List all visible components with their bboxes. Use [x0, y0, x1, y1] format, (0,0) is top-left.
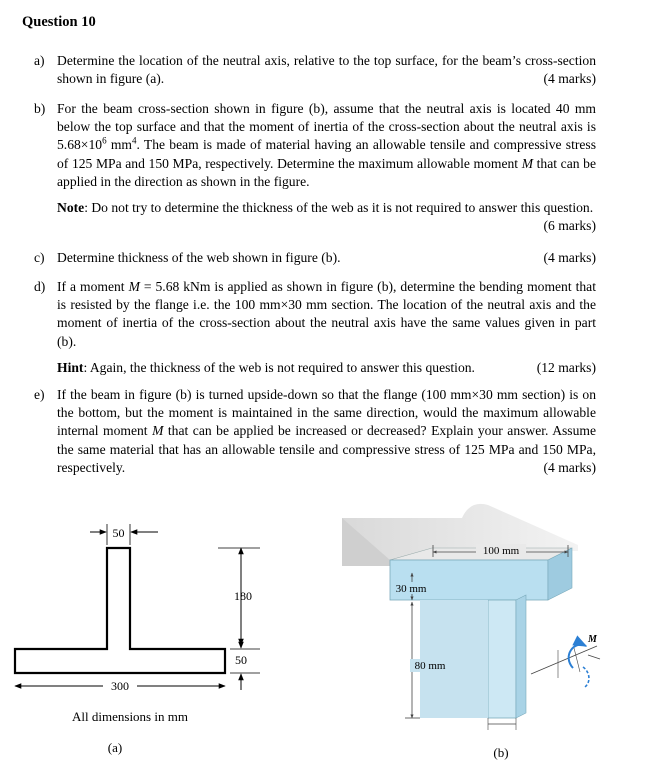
- dim-b-web: 80 mm: [414, 660, 446, 672]
- part-b-var: M: [521, 155, 534, 171]
- part-d-hint-label: Hint: [57, 359, 84, 375]
- caption-a: (a): [107, 740, 123, 755]
- part-d-text-2: = 5.68 kNm is applied as shown in figure (b), determine the bending moment that is resisted by the flange i.e. the 100 mm×30 mm section. The location of the neutral axis and the moment of inertia of the cross-section about the neutral axis have the same values given in part (b).: [57, 279, 596, 349]
- question-title: Question 10: [22, 14, 96, 30]
- part-b-text-3: . The beam is made of material having an allowable tensile and compressive stress of 125 MPa and 150 MPa, respectively. Determine the maximum allowable moment: [57, 137, 597, 171]
- part-e-label: e): [34, 387, 45, 402]
- part-e-text-1: If the beam in figure (b) is turned upside-down so that the flange (100 mm×30 mm section) is on the bottom, but the moment is maintained in the same direction, would the maximum allowable internal moment: [57, 387, 596, 439]
- dim-flange-label: 50: [235, 653, 247, 667]
- part-b-text-2: mm: [106, 137, 132, 153]
- part-b-marks: (6 marks): [543, 218, 596, 234]
- part-b-note-text: : Do not try to determine the thickness of the web as it is not required to answer this question.: [84, 200, 594, 216]
- part-b-note-label: Note: [57, 200, 85, 216]
- part-d-marks: (12 marks): [536, 359, 596, 375]
- part-b-text-1: For the beam cross-section shown in figure (b), assume that the neutral axis is located 40 mm below the top surface and that the moment of inertia of the cross-section about the neutral axis is 5.68×10: [57, 101, 596, 153]
- part-a-text: Determine the location of the neutral axis, relative to the top surface, for the beam’s cross-section shown in figure (a).: [57, 53, 596, 87]
- part-d-var: M: [128, 279, 140, 294]
- part-b-exp: 6: [102, 135, 107, 146]
- dim-b-flange: 30 mm: [395, 583, 427, 595]
- moment-arrow: [569, 645, 586, 668]
- dim-b-width: 100 mm: [482, 545, 520, 557]
- part-e-text-2: that can be applied be increased or decreased? Explain your answer. Assume the same material that has an allowable tensile and compressive stress of 125 MPa and 150 MPa, respectively.: [57, 423, 596, 475]
- t-section-outline: [15, 548, 225, 673]
- part-b-text-4: that can be applied in the direction as shown in the figure.: [57, 155, 596, 189]
- dim-width-label: 300: [111, 679, 129, 693]
- units-note: All dimensions in mm: [72, 709, 188, 724]
- web-front: [488, 600, 516, 718]
- part-e-marks: (4 marks): [543, 459, 596, 475]
- figure-a: [15, 524, 260, 755]
- dim-top-label: 50: [112, 526, 125, 540]
- part-b-label: b): [34, 101, 46, 116]
- web-side: [516, 595, 526, 718]
- part-a-marks: (4 marks): [543, 71, 596, 87]
- caption-b: (b): [493, 745, 509, 760]
- part-b-exp2: 4: [131, 135, 137, 146]
- moment-label: M: [588, 634, 597, 645]
- part-d-text-1: If a moment: [57, 279, 129, 294]
- part-c-label: c): [34, 250, 45, 265]
- moment-axis: [531, 646, 597, 674]
- part-a-label: a): [34, 53, 45, 68]
- part-c-text: Determine thickness of the web shown in figure (b).: [57, 250, 341, 265]
- dim-height-label: 180: [234, 589, 252, 603]
- figure-b: [342, 504, 600, 760]
- part-e-var: M: [152, 423, 164, 439]
- part-d-hint-text: : Again, the thickness of the web is not required to answer this question.: [83, 359, 475, 375]
- part-d-label: d): [34, 279, 46, 294]
- part-c-marks: (4 marks): [543, 250, 596, 265]
